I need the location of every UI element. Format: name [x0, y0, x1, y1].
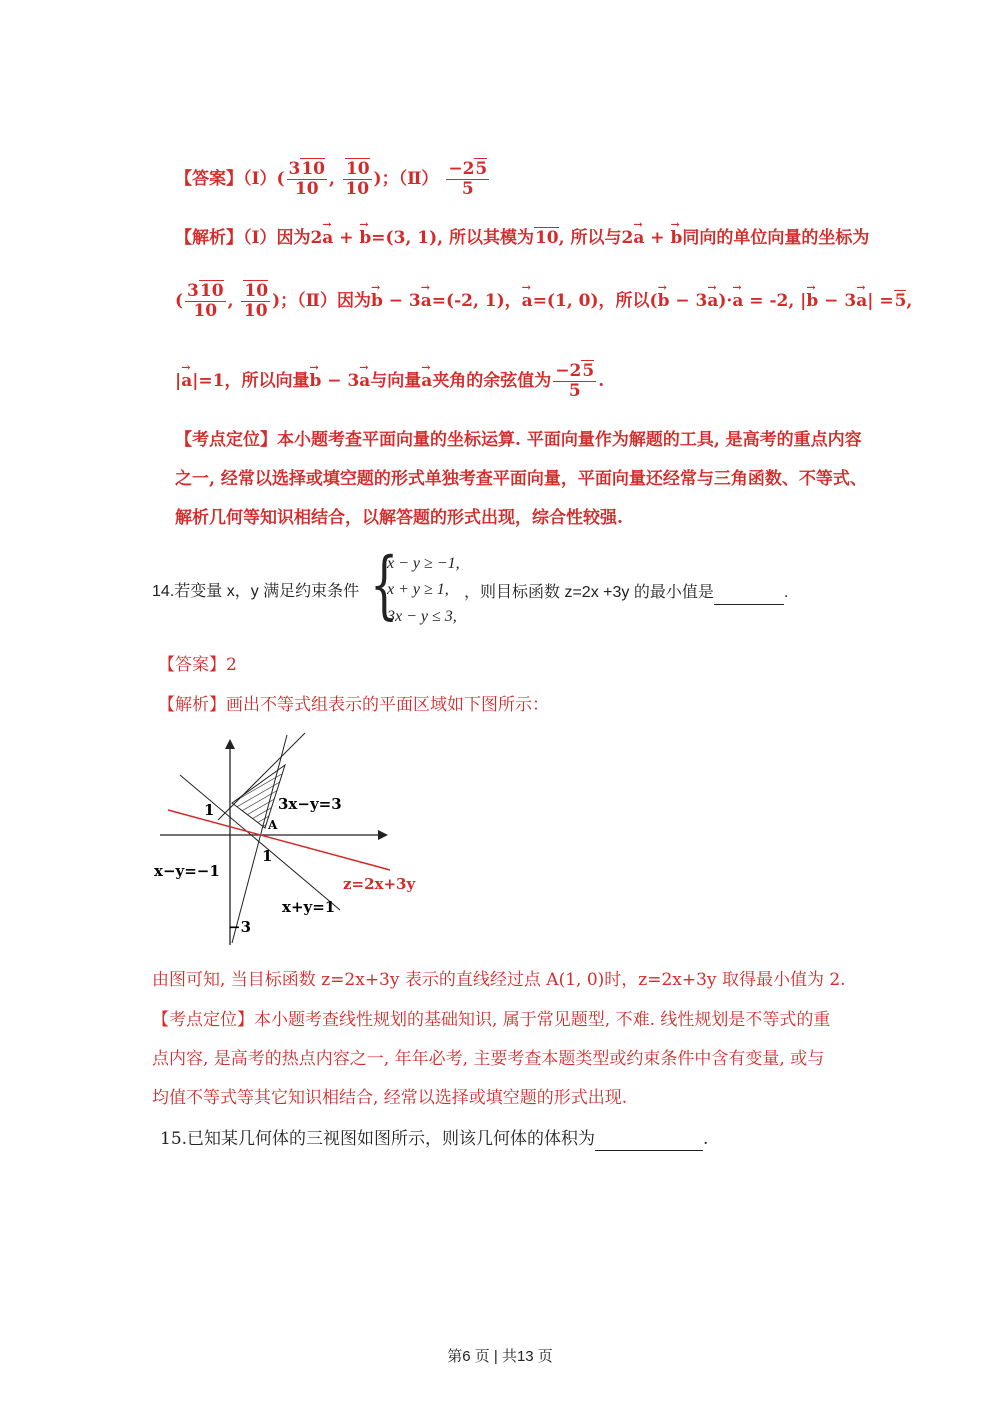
x-axis-arrow	[378, 830, 388, 840]
q14-kaodian-line-3	[152, 1086, 627, 1110]
q14-stem-end	[464, 580, 788, 605]
period: .	[783, 584, 789, 601]
answer-tag: 【答案】	[158, 655, 226, 675]
answer-value: 2	[226, 655, 237, 675]
q14-stem-text: ，则目标函数 z=2x +3y 的最小值是	[464, 584, 714, 601]
label-line-3x: 3x−y=3	[278, 795, 342, 813]
kaodian-text: 解析几何等知识相结合，以解答题的形式出现，综合性较强.	[175, 508, 623, 528]
constraint-brace: {	[370, 542, 399, 628]
q13-kaodian-line-1	[175, 428, 862, 452]
label-line-z: z=2x+3y	[343, 875, 416, 893]
q13-analysis-line-3: |→ a|=1，所以向量→ b − 3→ a与向量→ a夹角的余弦值为 $\frac{-25}{5}$ .	[175, 362, 604, 401]
q13-kaodian-line-3	[175, 506, 623, 530]
label-line-xmy: x−y=−1	[154, 862, 220, 880]
page-footer: 第6 页 | 共13 页	[447, 1348, 553, 1365]
label-line-xpy: x+y=1	[282, 898, 336, 916]
fraction: $\frac{10}{10}$	[241, 282, 270, 321]
q14-analysis-line	[158, 693, 549, 717]
analysis-text: =	[879, 291, 894, 311]
fraction: $\frac{-25}{5}$	[555, 361, 595, 401]
constraint-3: 3x − y ≤ 3,	[387, 608, 457, 625]
answer-part-2-label: ；（Ⅱ）	[381, 169, 439, 189]
analysis-text: 同向的单位向量的坐标为	[682, 228, 870, 248]
q14-conclusion	[152, 968, 846, 992]
q14-stem-text: 14.若变量 x，y 满足约束条件	[152, 583, 360, 600]
q13-analysis-line-2: ( $\frac{310}{10}$ , $\frac{10}{10}$ )；（Ⅱ）因为→ b − 3→ a=(-2, 1)，→ a=(1, 0)，所以(→ b − 3→ a)·→ a = -2, |→ b − 3→ a| =5,	[175, 282, 912, 321]
kaodian-text: 本小题考查线性规划的基础知识, 属于常见题型, 不难. 线性规划是不等式的重	[254, 1010, 831, 1030]
kaodian-text: 之一, 经常以选择或填空题的形式单独考查平面向量，平面向量还经常与三角函数、不等式、	[175, 469, 867, 489]
answer-blank	[595, 1126, 703, 1151]
analysis-tag: 【解析】	[158, 695, 226, 715]
answer-tag: 【答案】	[175, 169, 243, 189]
kaodian-text: 均值不等式等其它知识相结合, 经常以选择或填空题的形式出现.	[152, 1088, 628, 1108]
analysis-text: =(3, 1), 所以其模为	[371, 228, 534, 248]
analysis-tag: 【解析】	[175, 228, 243, 248]
q14-kaodian-line-2	[152, 1047, 824, 1071]
q13-kaodian-line-2	[175, 467, 867, 491]
analysis-text: ；（Ⅱ）因为	[280, 291, 371, 311]
conclusion-text: 由图可知, 当目标函数 z=2x+3y 表示的直线经过点 A(1, 0)时，z=2x+3y 取得最小值为 2.	[152, 970, 846, 990]
q13-analysis-line-1: 【解析】（Ⅰ）因为2→ a + → b=(3, 1), 所以其模为10, 所以与2→ a + → b同向的单位向量的坐标为	[175, 226, 869, 250]
answer-part-1-label: （Ⅰ）	[243, 169, 277, 189]
q14-stem	[152, 580, 359, 604]
kaodian-text: 本小题考查平面向量的坐标运算. 平面向量作为解题的工具, 是高考的重点内容	[277, 430, 862, 450]
analysis-text: 夹角的余弦值为	[432, 371, 552, 391]
q15-stem	[160, 1126, 708, 1151]
q14-kaodian-line-1	[152, 1008, 830, 1032]
analysis-text: 与向量	[370, 371, 422, 391]
constraint-1: x − y ≥ −1,	[387, 555, 460, 572]
fraction: $\frac{310}{10}$	[187, 281, 224, 321]
y-axis-arrow	[225, 739, 235, 749]
kaodian-text: 点内容, 是高考的热点内容之一, 年年必考, 主要考查本题类型或约束条件中含有变量, 或与	[152, 1049, 825, 1069]
analysis-text: =(-2, 1)，	[431, 291, 522, 311]
label-point-a: A	[268, 818, 278, 832]
period: .	[703, 1129, 709, 1149]
answer-blank	[714, 580, 784, 605]
line-3x-minus-y	[232, 735, 287, 943]
feasible-region-graph	[150, 725, 440, 950]
analysis-text: =1，所以向量	[198, 371, 310, 391]
analysis-text: 画出不等式组表示的平面区域如下图所示：	[226, 695, 549, 715]
analysis-text: = -2,	[749, 291, 795, 311]
q13-answer-line: 【答案】（Ⅰ）( $\frac{310}{10}$ , $\frac{10}{10}$ )；（Ⅱ） $\frac{-25}{5}$	[175, 159, 488, 199]
label-x-one: 1	[262, 847, 273, 865]
constraint-2: x + y ≥ 1,	[387, 581, 449, 598]
label-y-one: 1	[204, 801, 215, 819]
fraction: $\frac{310}{10}$	[288, 159, 326, 199]
line-objective	[168, 810, 390, 870]
analysis-text: =(1, 0)，所以	[532, 291, 650, 311]
analysis-text: （Ⅰ）因为	[243, 228, 311, 248]
fraction: $\frac{-25}{5}$	[448, 159, 488, 199]
kaodian-tag: 【考点定位】	[152, 1010, 254, 1030]
q14-answer-line	[158, 653, 237, 677]
q15-stem-text: 15.已知某几何体的三视图如图所示，则该几何体的体积为	[160, 1129, 596, 1149]
label-neg-three: −3	[228, 918, 252, 936]
analysis-text: , 所以与	[558, 228, 622, 248]
kaodian-tag: 【考点定位】	[175, 430, 277, 450]
fraction: $\frac{10}{10}$	[343, 160, 372, 199]
